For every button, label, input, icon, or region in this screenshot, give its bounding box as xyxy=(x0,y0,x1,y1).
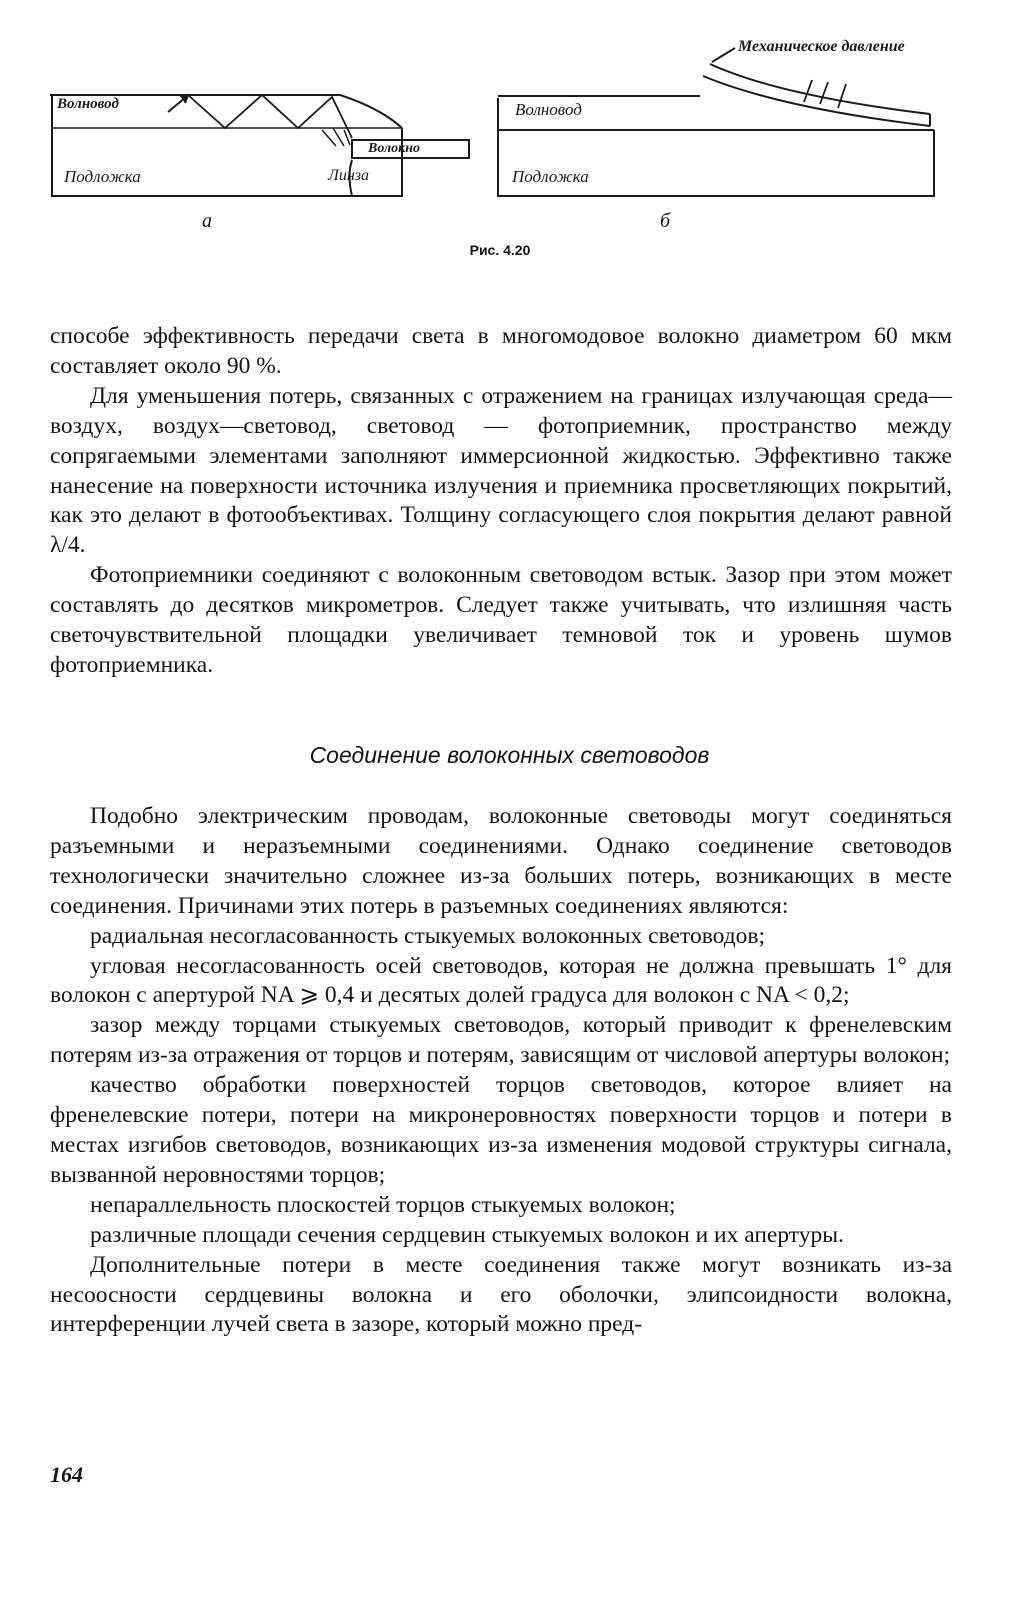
label-waveguide-b: Волновод xyxy=(515,100,582,119)
label-waveguide-a: Волновод xyxy=(57,96,119,112)
label-substrate-a: Подложка xyxy=(64,167,141,186)
paragraph: Для уменьшения потерь, связанных с отражением на границах излучающая среда—воздух, воздух—световод, световод — фотоприемник, пространство между сопрягаемыми элементами заполняют иммерсионной жидкостью. Эффективно также нанесение на поверхности источника излучения и приемника просветляющих покрытий, как это делают в фотообъективах. Толщину согласующего слоя покрытия делают равной λ/4. xyxy=(50,382,952,559)
list-item: радиальная несогласованность стыкуемых волоконных световодов; xyxy=(90,922,766,949)
list-item: зазор между торцами стыкуемых световодов, который приводит к френелевским потерям из-за отражения от торцов и потерям, зависящим от числовой апертуры волокон; xyxy=(50,1012,952,1069)
label-fiber-a: Волокно xyxy=(368,141,421,156)
lens-arrows xyxy=(322,128,350,146)
section-title: Соединение волоконных световодов xyxy=(309,742,710,768)
bent-fiber-upper xyxy=(710,64,930,114)
paragraph: Подобно электрическим проводам, волоконные световоды могут соединяться разъемными и неразъемными соединениями. Однако соединение световодов технологически значительно сложнее из-за больших потерь, возникающих в месте соединения. Причинами этих потерь в разъемных соединениях являются: xyxy=(50,803,952,919)
list-item: непараллельность плоскостей торцов стыкуемых волокон; xyxy=(90,1191,676,1218)
figure-4-20 xyxy=(0,0,1019,280)
body-text-top xyxy=(50,322,952,681)
paragraph: Дополнительные потери в месте соединения также могут возникать из-за несоосности сердцевины волокна и его оболочки, элипсоидности волокна, интерференции лучей света в зазоре, который можно пред- xyxy=(50,1251,952,1338)
paragraph: способе эффективность передачи света в многомодовое волокно диаметром 60 мкм составляет около 90 %. xyxy=(50,323,952,379)
figure-caption: Рис. 4.20 xyxy=(469,242,531,258)
label-lens-a: Линза xyxy=(328,167,370,184)
label-letter-b: б xyxy=(660,210,671,232)
label-letter-a: а xyxy=(202,210,212,232)
list-item: различные площади сечения сердцевин стыкуемых волокон и их апертуры. xyxy=(90,1221,844,1248)
list-item: качество обработки поверхностей торцов световодов, которое влияет на френелевские потери, потери на микронеровностях поверхности торцов и потери в местах изгибов световодов, возникающих из-за изменения модовой структуры сигнала, вызванной неровностями торцов; xyxy=(50,1072,952,1188)
pressure-pointer xyxy=(712,48,735,62)
label-mechanical-pressure: Механическое давление xyxy=(738,38,905,55)
zigzag-ray xyxy=(188,95,352,138)
label-substrate-b: Подложка xyxy=(512,167,589,186)
bent-fiber-lower xyxy=(703,76,930,126)
paragraph: Фотоприемники соединяют с волоконным световодом встык. Зазор при этом может составлять до десятков микрометров. Следует также учитывать, что излишняя часть светочувствительной площадки увеличивает темновой ток и уровень шумов фотоприемника. xyxy=(50,562,952,678)
list-item: угловая несогласованность осей световодов, которая не должна превышать 1° для волокон с апертурой NA ⩾ 0,4 и десятых долей градуса для волокон с NA < 0,2; xyxy=(50,952,952,1009)
page-number: 164 xyxy=(50,1462,83,1487)
body-text-bottom xyxy=(50,802,952,1340)
